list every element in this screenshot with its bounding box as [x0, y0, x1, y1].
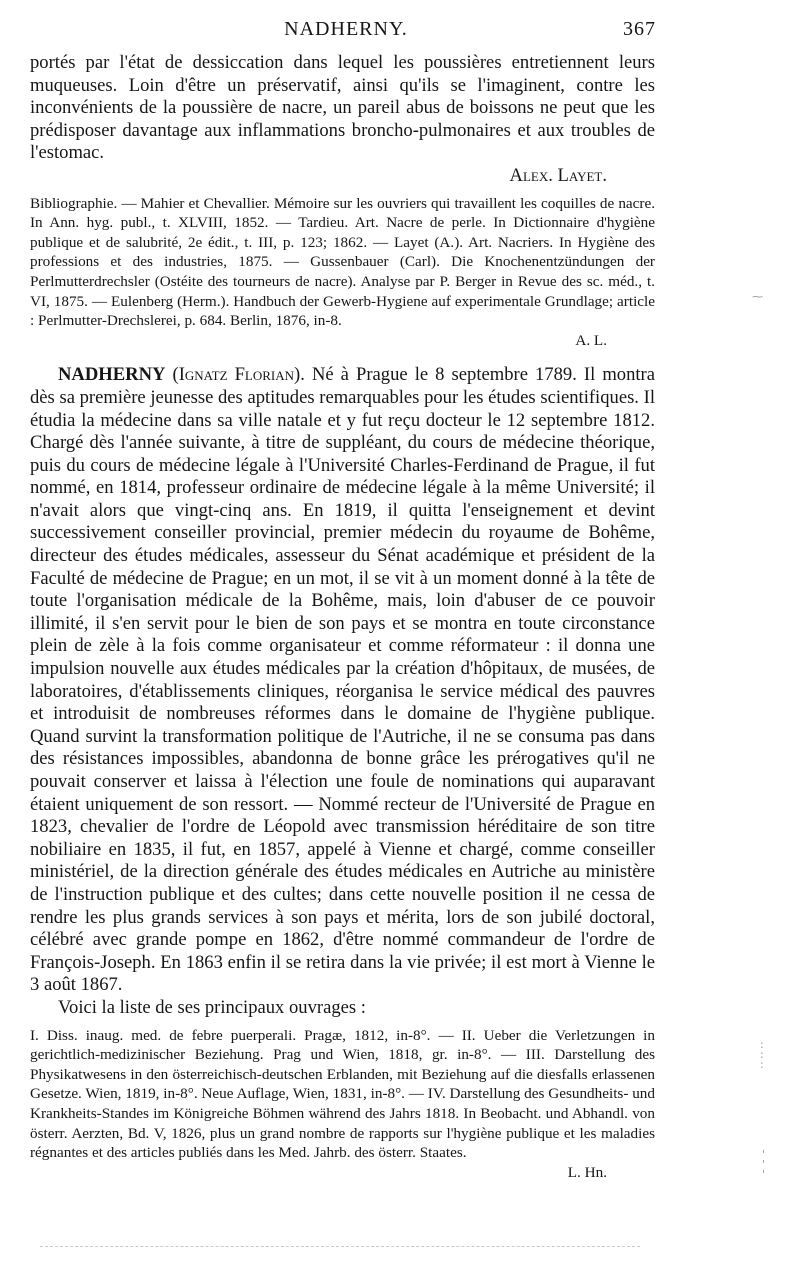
- entry-text: Né à Prague le 8 septembre 1789. Il montra dès sa première jeunesse des aptitudes remarquables pour les études scientifiques. Il étudia la médecine dans sa ville natale et y fut reçu docteur le 12 septembre 1812. Chargé dès l'année suivante, à titre de suppléant, du cours de médecine théorique, puis du cours de médecine légale à l'Université Charles-Ferdinand de Prague, il fut nommé, en 1814, professeur ordinaire de médecine légale à la même Université; il n'avait alors que vingt-cinq ans. En 1819, il quitta l'enseignement et devint successivement conseiller provincial, premier médecin du royaume de Bohême, directeur des études médicales, assesseur du Sénat académique et président de la Faculté de médecine de Prague; en un mot, il se vit à un moment donné à la tête de toute l'organisation médicale de la Bohême, mais, loin d'abuser de ce pouvoir illimité, il s'en servit pour le bien de son pays et se montra en toute circonstance plein de zèle à la fois comme organisateur et comme réformateur : il donna une impulsion nouvelle aux études médicales par la création d'hôpitaux, de musées, de laboratoires, d'établissements cliniques, réorganisa le service médical des pauvres et introduisit de nombreuses réformes dans le domaine de l'hygiène publique. Quand survint la transformation politique de l'Autriche, il ne se consuma pas dans des résistances impossibles, abandonna de bonne grâce les prérogatives qu'il ne pouvait conserver et laissa à l'élection une foule de nominations qui auparavant étaient uniquement de son ressort. — Nommé recteur de l'Université de Prague en 1823, chevalier de l'ordre de Léopold avec transmission héréditaire de son titre nobiliaire en 1835, il fut, en 1857, appelé à Vienne et chargé, comme conseiller ministériel, de la direction générale des études médicales en Autriche au ministère de l'instruction publique et des cultes; dans cette nouvelle position il ne cessa de rendre les plus grands services à son pays et mérita, lors de son jubilé doctoral, célébré avec grande pompe en 1862, d'être nommé commandeur de l'ordre de François-Joseph. En 1863 enfin il se retira dans la vie privée; il est mort à Vienne le 3 août 1867.: [30, 364, 655, 996]
- margin-scan-mark: ' ' ': [762, 1148, 766, 1181]
- intro-text: portés par l'état de dessiccation dans lequel les poussières entretiennent leurs muqueuses. Loin d'être un préservatif, ainsi qu'ils se l'imaginent, contre les inconvénients de la poussière de nacre, un pareil abus de boissons ne peut que les prédisposer davantage aux inflammations broncho-pulmonaires et aux troubles de l'estomac.: [30, 52, 655, 164]
- works-intro: Voici la liste de ses principaux ouvrages :: [58, 996, 366, 1018]
- works-text: I. Diss. inaug. med. de febre puerperali. Pragæ, 1812, in-8°. — II. Ueber die Verletzungen in gerichtlich-medizinischer Beziehung. Prag und Wien, 1818, gr. in-8°. — III. Darstellung des Physikatwesens in den österreichisch-deutschen Erblanden, mit Beziehung auf die diesfalls erlassenen Gesetze. Wien, 1819, in-8°. Neue Auflage, Wien, 1831, in-8°. — IV. Darstellung des Gesundheits- und Krankheits-Standes im Königreiche Böhmen während des Jahrs 1818. In Beobacht. und Abhandl. von österr. Aerzten, Bd. V, 1826, plus un grand nombre de rapports sur l'hygiène publique et les maladies régnantes et des articles publiés dans les Med. Jahrb. des österr. Staates.: [30, 1026, 655, 1162]
- page-body: [30, 52, 655, 1182]
- works-signature: L. Hn.: [567, 1163, 607, 1181]
- entry-name: NADHERNY: [58, 364, 166, 386]
- bibliography-text: Bibliographie. — Mahier et Chevallier. Mémoire sur les ouvriers qui travaillent les coquilles de nacre. In Ann. hyg. publ., t. XLVIII, 1852. — Tardieu. Art. Nacre de perle. In Dictionnaire d'hygiène publique et de salubrité, 2e édit., t. III, p. 123; 1862. — Layet (A.). Art. Nacriers. In Hygiène des professions et des industries, 1875. — Gussenbauer (Carl). Die Knochenentzündungen der Perlmutterdrechsler (Ostéite des tourneurs de nacre). Analyse par P. Berger in Revue des sc. méd., t. VI, 1875. — Eulenberg (Herm.). Handbuch der Gewerb-Hygiene auf experimentale Grundlage; article : Perlmutter-Drechslerei, p. 684. Berlin, 1876, in-8.: [30, 194, 655, 330]
- bibliography-signature: A. L.: [575, 331, 607, 349]
- running-header: [36, 18, 656, 46]
- margin-scan-mark: ⁓: [752, 290, 763, 303]
- intro-signature: Alex. Layet.: [509, 164, 607, 186]
- entry-forename: (Ignatz Florian).: [172, 364, 305, 386]
- works-paragraph: [30, 1026, 655, 1183]
- running-title: NADHERNY.: [284, 18, 408, 40]
- scan-bottom-edge: [40, 1246, 640, 1247]
- page-number: 367: [623, 18, 656, 40]
- intro-paragraph: [30, 52, 655, 188]
- margin-scan-mark: : : :: [760, 1038, 764, 1071]
- entry-paragraph: [30, 364, 655, 997]
- bibliography-paragraph: [30, 194, 655, 351]
